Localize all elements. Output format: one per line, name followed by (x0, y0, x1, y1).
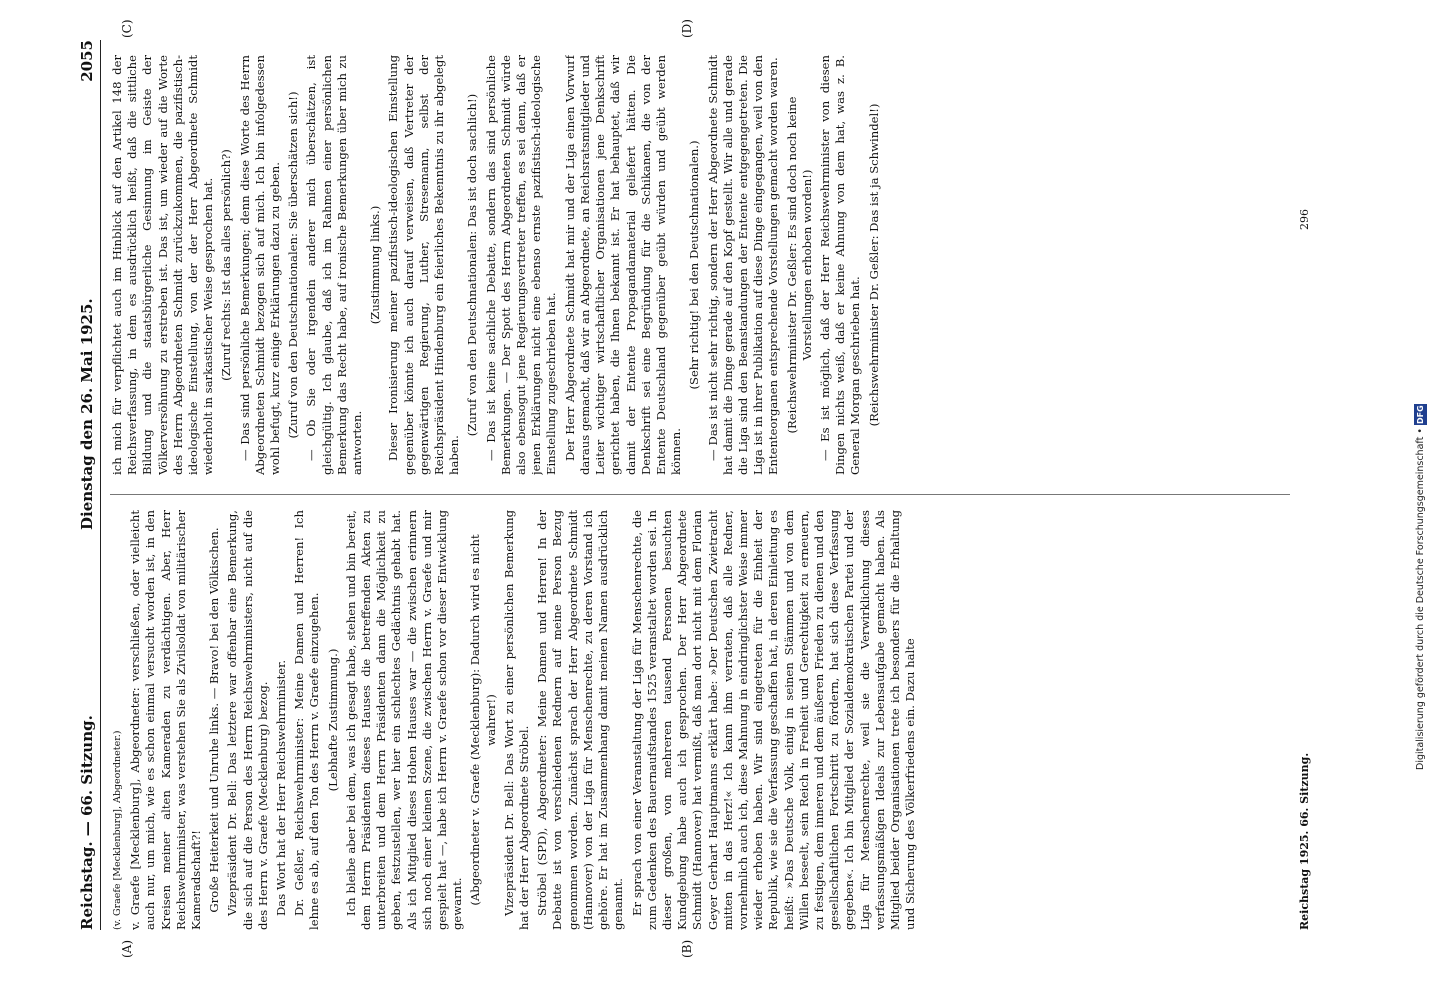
dfg-logo: DFG (1416, 405, 1425, 425)
paragraph: Das Wort hat der Herr Reichswehrminister. (274, 659, 289, 916)
interjection: (Reichswehrminister Dr. Geßler: Das ist ja Schwindel!) (866, 103, 881, 427)
digitization-note (1414, 10, 1430, 770)
running-head (78, 40, 101, 930)
margin-letter-d: (D) (680, 19, 694, 38)
interjection: (Zuruf von den Deutschnationalen: Das ist doch sachlich!) (465, 93, 480, 437)
left-column (110, 510, 1290, 930)
interjection: (Zuruf von den Deutschnationalen: Sie überschätzen sich!) (286, 91, 301, 439)
margin-letter-a: (A) (120, 939, 134, 958)
paragraph: Vizepräsident Dr. Bell: Das letztere war offenbar eine Bemerkung, die sich auf die Person des Herrn Reichswehrministers, nicht auf die des Herrn v. Graefe (Mecklenburg) bezog. (225, 510, 270, 930)
paragraph: ich mich für verpflichtet auch im Hinblick auf den Artikel 148 der Reichsverfassung, in dem es ausdrücklich heißt, daß die sittliche Bildung und die staatsbürgerliche Gesinnung im Geiste der Völkerversöhnung zu erstreben ist. Das ist, um wieder auf die Worte des Herrn Abgeordneten Schmidt zurückzukommen, die pazifistisch-ideologische Einstellung, von der der Herr Abgeordnete Schmidt wiederholt in sarkastischer Weise gesprochen hat. (110, 55, 216, 475)
speaker-note: (v. Graefe [Mecklenburg], Abgeordneter.) (112, 730, 123, 930)
digitization-text: Digitalisierung gefördert durch die Deutsche Forschungsgemeinschaft • (1415, 428, 1426, 770)
paragraph: — Es ist möglich, daß der Herr Reichswehrminister von diesen Dingen nichts weiß, daß er keine Ahnung von dem hat, was z. B. General Morgan geschrieben hat. (817, 55, 863, 475)
interjection: (Abgeordneter v. Graefe (Mecklenburg): Dadurch wird es nicht wahrer!) (468, 534, 498, 906)
interjection: Große Heiterkeit und Unruhe links. — Bravo! bei den Völkischen. (207, 527, 222, 913)
interjection: (Zuruf rechts: Ist das alles persönlich?) (219, 149, 234, 381)
interjection: (Zustimmung links.) (368, 205, 383, 325)
page-content (60, 0, 1360, 1000)
signature-number: 296 (1298, 209, 1311, 230)
paragraph: Er sprach von einer Veranstaltung der Liga für Menschenrechte, die zum Gedenken des Bauernaufstandes 1525 veranstaltet worden sei. In dieser großen, von mehreren tausend Personen besuchten Kundgebung habe auch ich gesprochen. Der Herr Abgeordnete Schmidt (Hannover) hat vermißt, daß man dort nicht mit dem Florian Geyer Gerhart Hauptmanns erklärt habe: »Der Deutschen Zwietracht mitten in das Herz!« Ich kann ihm verraten, daß alle Redner, vornehmlich auch ich, diese Mahnung in eindringlichster Weise immer wieder erhoben haben. Wir sind eingetreten für die Einheit der Republik, wie sie die Verfassung geschaffen hat, in deren Einleitung es heißt: »Das Deutsche Volk, einig in seinen Stämmen und von dem Willen beseelt, sein Reich in Freiheit und Gerechtigkeit zu erneuern, zu festigen, dem inneren und dem äußeren Frieden zu dienen und den gesellschaftlichen Fortschritt zu fördern, hat sich diese Verfassung gegeben«. Ich bin Mitglied der Sozialdemokratischen Partei und der Liga für Menschenrechte, weil sie die Verwirklichung dieses verfassungsmäßigen Ideals zur Lebensaufgabe gemacht haben. Als Mitglied beider Organisationen trete ich besonders für die Erhaltung und Sicherung des Völkerfriedens ein. Dazu halte (629, 510, 918, 930)
margin-letter-c: (C) (120, 19, 134, 38)
paragraph: Ströbel (SPD), Abgeordneter: Meine Damen und Herren! In der Debatte ist von verschiedenen Rednern auf meine Person Bezug genommen worden. Zunächst sprach der Herr Abgeordnete Schmidt (Hannover) von der Liga für Menschenrechte, zu deren Vorstand ich gehöre. Er hat im Zusammenhang damit meinen Namen ausdrücklich genannt. (535, 510, 626, 930)
paragraph: Ich bleibe aber bei dem, was ich gesagt habe, stehen und bin bereit, dem Herrn Präsidenten dieses Hauses die betreffenden Akten zu unterbreiten und dem Herrn Präsidenten dann die Möglichkeit zu geben, festzustellen, wer hier ein schlechtes Gedächtnis gehabt hat. Als ich Mitglied dieses Hohen Hauses war — die zwischen erinnern sich noch einer kleinen Szene, die zwischen Herrn v. Graefe und mir gespielt hat —, habe ich Herrn v. Graefe schon vor dieser Entwicklung gewarnt. (343, 510, 465, 930)
footer-left: Reichstag 1925. 66. Sitzung. (1298, 752, 1311, 930)
paragraph: Der Herr Abgeordnete Schmidt hat mir und der Liga einen Vorwurf daraus gemacht, daß wir an Abgeordnete, an Reichsratsmitglieder und Leiter wichtiger wirtschaftlicher Organisationen jene Denkschrift gerichtet haben, die Ihnen bekannt ist. Er hat behauptet, daß wir damit der Entente Propagandamaterial geliefert hätten. Die Denkschrift sei eine Begründung für die Schikanen, die von der Entente Deutschland gegenüber geübt würden und geübt werden können. (562, 55, 684, 475)
interjection: (Reichswehrminister Dr. Geßler: Es sind doch noch keine Vorstellungen erhoben worden!) (784, 96, 814, 434)
paragraph: — Das ist nicht sehr richtig, sondern der Herr Abgeordnete Schmidt hat damit die Dinge gerade auf den Kopf gestellt. Wir alle und gerade die Liga sind den Beanstandungen der Entente entgegengetreten. Die Liga ist in ihrer Publikation auf diese Dinge eingegangen, weil von den Ententeorganen entsprechende Vorstellungen gemacht worden waren. (705, 55, 781, 475)
header-date: Dienstag den 26. Mai 1925. (78, 298, 96, 530)
paragraph: — Das ist keine sachliche Debatte, sondern das sind persönliche Bemerkungen. — Der Spott des Herrn Abgeordneten Schmidt würde also ebensogut jene Regierungsvertreter treffen, es sei denn, daß er jenen Erklärungen nicht eine ebenso ernste pazifistisch-ideologische Einstellung zugeschrieben hat. (483, 55, 559, 475)
rotated-page (60, 0, 1311, 1000)
paragraph: Vizepräsident Dr. Bell: Das Wort zu einer persönlichen Bemerkung hat der Herr Abgeordnete Ströbel. (501, 510, 532, 930)
margin-letter-b: (B) (680, 939, 694, 958)
paragraph: — Ob Sie oder irgendein anderer mich überschätzen, ist gleichgültig. Ich glaube, daß ich im Rahmen einer persönlichen Bemerkung das Recht habe, auf ironische Bemerkungen über mich zu antworten. (304, 55, 365, 475)
right-column (110, 55, 1290, 475)
header-left: Reichstag. — 66. Sitzung. (78, 715, 96, 930)
paragraph: Dr. Geßler, Reichswehrminister: Meine Damen und Herren! Ich lehne es ab, auf den Ton des Herrn v. Graefe einzugehen. (292, 510, 322, 930)
interjection: (Lebhafte Zustimmung.) (325, 648, 340, 792)
paragraph: — Das sind persönliche Bemerkungen; denn diese Worte des Herrn Abgeordneten Schmidt bezogen sich auf mich. Ich bin infolgedessen wohl befugt, kurz einige Erklärungen dazu zu geben. (237, 55, 283, 475)
header-page-number: 2055 (78, 40, 96, 82)
paragraph: v. Graefe [Mecklenburg], Abgeordneter: verschließen, oder vielleicht auch nur, um mich, wie es schon einmal versucht worden ist, in den Kreisen meiner alten Kameraden zu verdächtigen. Aber, Herr Reichswehrminister, was verstehen Sie als Zivilsoldat von militärischer Kameradschaft?! (128, 510, 204, 930)
paragraph: Dieser Ironisierung meiner pazifistisch-ideologischen Einstellung gegenüber könnte ich auch darauf verweisen, daß Vertreter der gegenwärtigen Regierung, Luther, Stresemann, selbst der Reichspräsident Hindenburg ein feierliches Bekenntnis zu ihr abgelegt haben. (386, 55, 462, 475)
interjection: (Sehr richtig! bei den Deutschnationalen.) (687, 140, 702, 390)
column-divider (110, 494, 1290, 495)
